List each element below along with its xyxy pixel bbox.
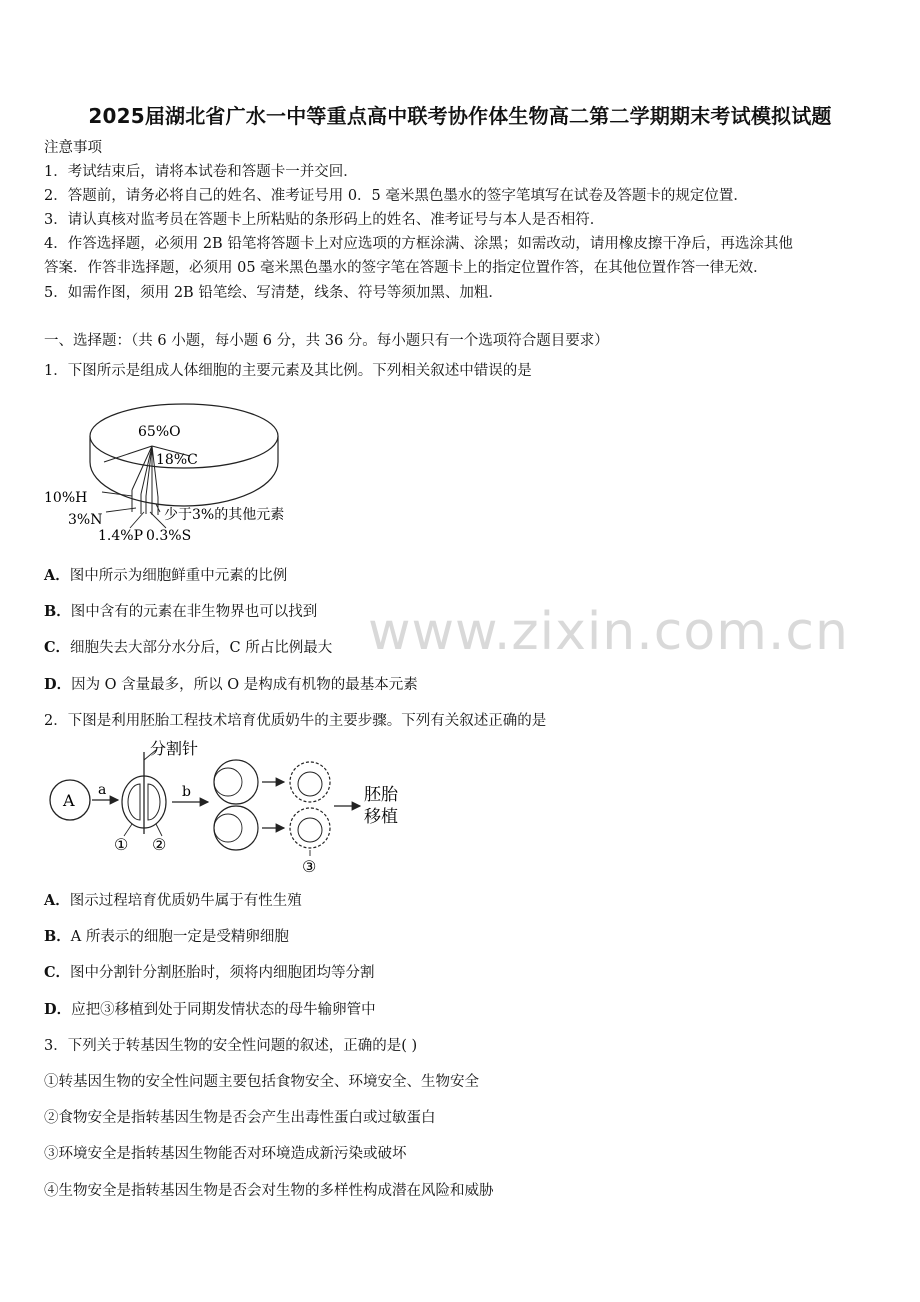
q3-statement: ③环境安全是指转基因生物能否对环境造成新污染或破坏 <box>44 1146 407 1162</box>
section-heading: 一、选择题：（共 6 小题，每小题 6 分，共 36 分。每小题只有一个选项符合题目要求） <box>44 333 609 349</box>
page-title: 2025届湖北省广水一中等重点高中联考协作体生物高二第二学期期末考试模拟试题 <box>88 104 832 128</box>
label-sulfur: 0.3%S <box>146 528 192 544</box>
arrow-a-label: a <box>98 782 107 798</box>
notice-item: 4．作答选择题，必须用 2B 铅笔将答题卡上对应选项的方框涂满、涂黑；如需改动，请用橡皮擦干净后，再选涂其他 <box>44 236 793 252</box>
q2-option-c <box>44 963 375 983</box>
q3-statement: ②食物安全是指转基因生物是否会产生出毒性蛋白或过敏蛋白 <box>44 1110 436 1126</box>
q2-embryo-figure <box>44 738 414 878</box>
option-text: 因为 O 含量最多，所以 O 是构成有机物的最基本元素 <box>71 677 418 693</box>
q2-option-a <box>44 891 302 911</box>
watermark: www.zixin.com.cn <box>368 602 849 662</box>
option-text: 细胞失去大部分水分后，C 所占比例最大 <box>70 640 333 656</box>
option-text: 图中所示为细胞鲜重中元素的比例 <box>69 568 288 584</box>
arrow-b-label: b <box>182 784 191 800</box>
label-phosphorus: 1.4%P <box>98 528 143 544</box>
notice-item: 1．考试结束后，请将本试卷和答题卡一并交回． <box>44 164 358 180</box>
half-embryo-top <box>214 760 258 804</box>
q3-statement: ①转基因生物的安全性问题主要包括食物安全、环境安全、生物安全 <box>44 1074 479 1090</box>
mark-1: ① <box>114 835 129 854</box>
mark-2: ② <box>152 835 167 854</box>
q2-option-d <box>44 1000 376 1020</box>
option-letter: C． <box>44 639 71 656</box>
q1-element-pie-figure <box>44 392 334 552</box>
label-other-elements: 少于3%的其他元素 <box>164 507 285 523</box>
notice-item: 2．答题前，请务必将自己的姓名、准考证号用 0．5 毫米黑色墨水的签字笔填写在试卷及答题卡的规定位置． <box>44 188 748 204</box>
result-label-line1: 胚胎 <box>364 785 398 805</box>
label-nitrogen: 3%N <box>68 512 103 528</box>
option-text: A 所表示的细胞一定是受精卵细胞 <box>70 929 289 945</box>
option-text: 图示过程培育优质奶牛属于有性生殖 <box>69 893 302 909</box>
result-label-line2: 移植 <box>364 807 398 827</box>
needle-label: 分割针 <box>150 739 199 758</box>
notice-item: 5．如需作图，须用 2B 铅笔绘、写清楚，线条、符号等须加黑、加粗． <box>44 285 503 301</box>
q1-option-c <box>44 638 332 658</box>
label-oxygen: 65%O <box>138 424 181 440</box>
option-letter: D． <box>44 676 72 693</box>
option-letter: B． <box>44 928 71 945</box>
option-text: 图中分割针分割胚胎时，须将内细胞团均等分割 <box>70 965 375 981</box>
notice-item: 答案．作答非选择题，必须用 05 毫米黑色墨水的签字笔在答题卡上的指定位置作答，在其他位置作答一律无效． <box>44 260 768 276</box>
notice-heading: 注意事项 <box>44 140 102 156</box>
half-embryo-bottom <box>214 806 258 850</box>
cell-a-label: A <box>63 791 75 810</box>
q3-statement: ④生物安全是指转基因生物是否会对生物的多样性构成潜在风险和威胁 <box>44 1183 494 1199</box>
option-text: 应把③移植到处于同期发情状态的母牛输卵管中 <box>71 1002 376 1018</box>
q3-stem: 3．下列关于转基因生物的安全性问题的叙述，正确的是( ) <box>44 1038 418 1054</box>
label-hydrogen: 10%H <box>44 490 88 506</box>
option-letter: A． <box>44 567 70 584</box>
label-carbon: 18%C <box>156 452 198 468</box>
q2-stem: 2．下图是利用胚胎工程技术培育优质奶牛的主要步骤。下列有关叙述正确的是 <box>44 713 547 729</box>
q1-option-a <box>44 566 287 586</box>
mark-3: ③ <box>302 857 317 876</box>
option-letter: C． <box>44 964 71 981</box>
option-letter: D． <box>44 1001 72 1018</box>
option-letter: A． <box>44 892 70 909</box>
option-letter: B． <box>44 603 71 620</box>
q1-option-d <box>44 675 418 695</box>
option-text: 图中含有的元素在非生物界也可以找到 <box>70 604 318 620</box>
notice-item: 3．请认真核对监考员在答题卡上所粘贴的条形码上的姓名、准考证号与本人是否相符． <box>44 212 605 228</box>
q2-option-b <box>44 927 289 947</box>
q1-stem: 1．下图所示是组成人体细胞的主要元素及其比例。下列相关叙述中错误的是 <box>44 363 532 379</box>
q1-option-b <box>44 602 317 622</box>
